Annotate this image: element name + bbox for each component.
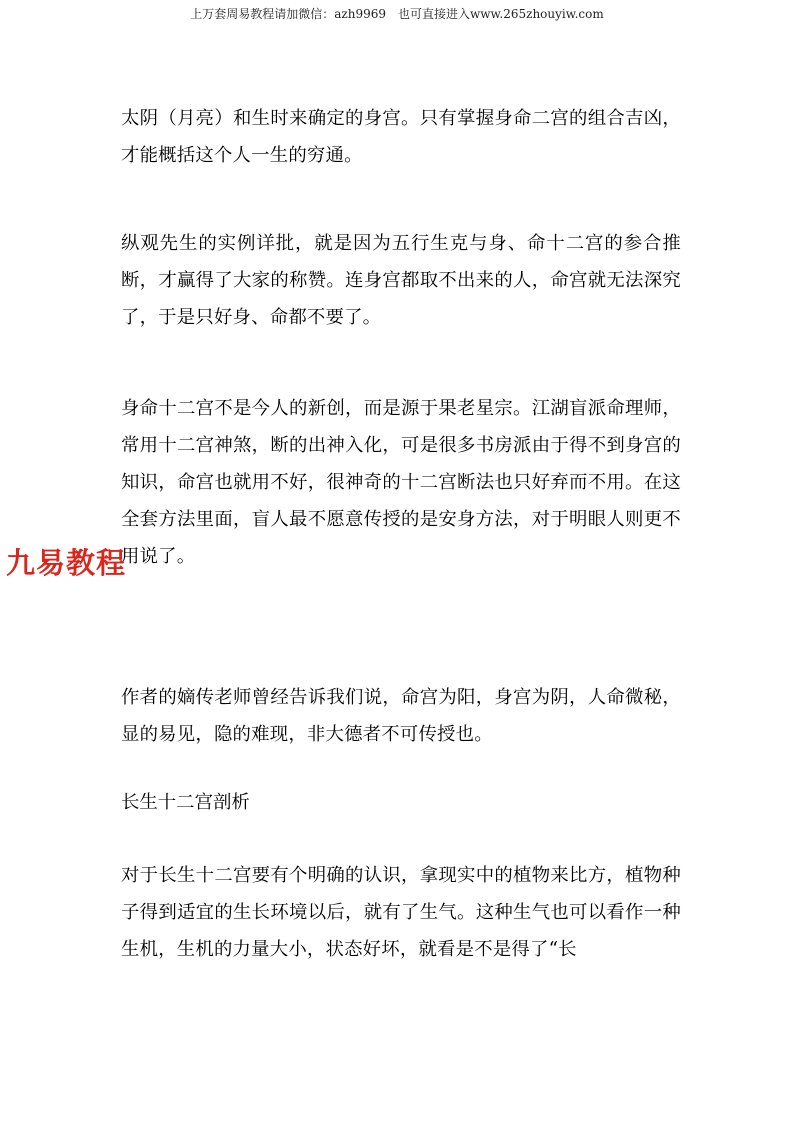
paragraph: 身命十二宫不是今人的新创，而是源于果老星宗。江湖盲派命理师，常用十二宫神煞，断的出神入化，可是很多书房派由于得不到身宫的知识，命宫也就用不好，很神奇的十二宫断法也只好弃而不用。在这全套方法里面，盲人最不愿意传授的是安身方法，对于明眼人则更不用说了。 [121, 398, 681, 567]
paragraph: 作者的嫡传老师曾经告诉我们说，命宫为阳，身宫为阴，人命微秘，显的易见，隐的难现，非大德者不可传授也。 [121, 687, 681, 745]
paragraph: 纵观先生的实例详批，就是因为五行生克与身、命十二宫的参合推断，才赢得了大家的称赞。连身宫都取不出来的人，命宫就无法深究了，于是只好身、命都不要了。 [121, 233, 681, 328]
watermark-logo: 九易教程 [6, 546, 127, 580]
paragraph: 对于长生十二宫要有个明确的认识，拿现实中的植物来比方，植物种子得到适宜的生长环境以后，就有了生气。这种生气也可以看作一种生机，生机的力量大小，状态好坏，就看是不是得了“长 [121, 865, 681, 960]
paragraph: 太阴（月亮）和生时来确定的身宫。只有掌握身命二宫的组合吉凶，才能概括这个人一生的穷通。 [121, 108, 681, 166]
section-heading: 长生十二宫剖析 [121, 792, 250, 813]
header-note: 上万套周易教程请加微信：azh9969 也可直接进入www.265zhouyiw.com [190, 7, 604, 21]
